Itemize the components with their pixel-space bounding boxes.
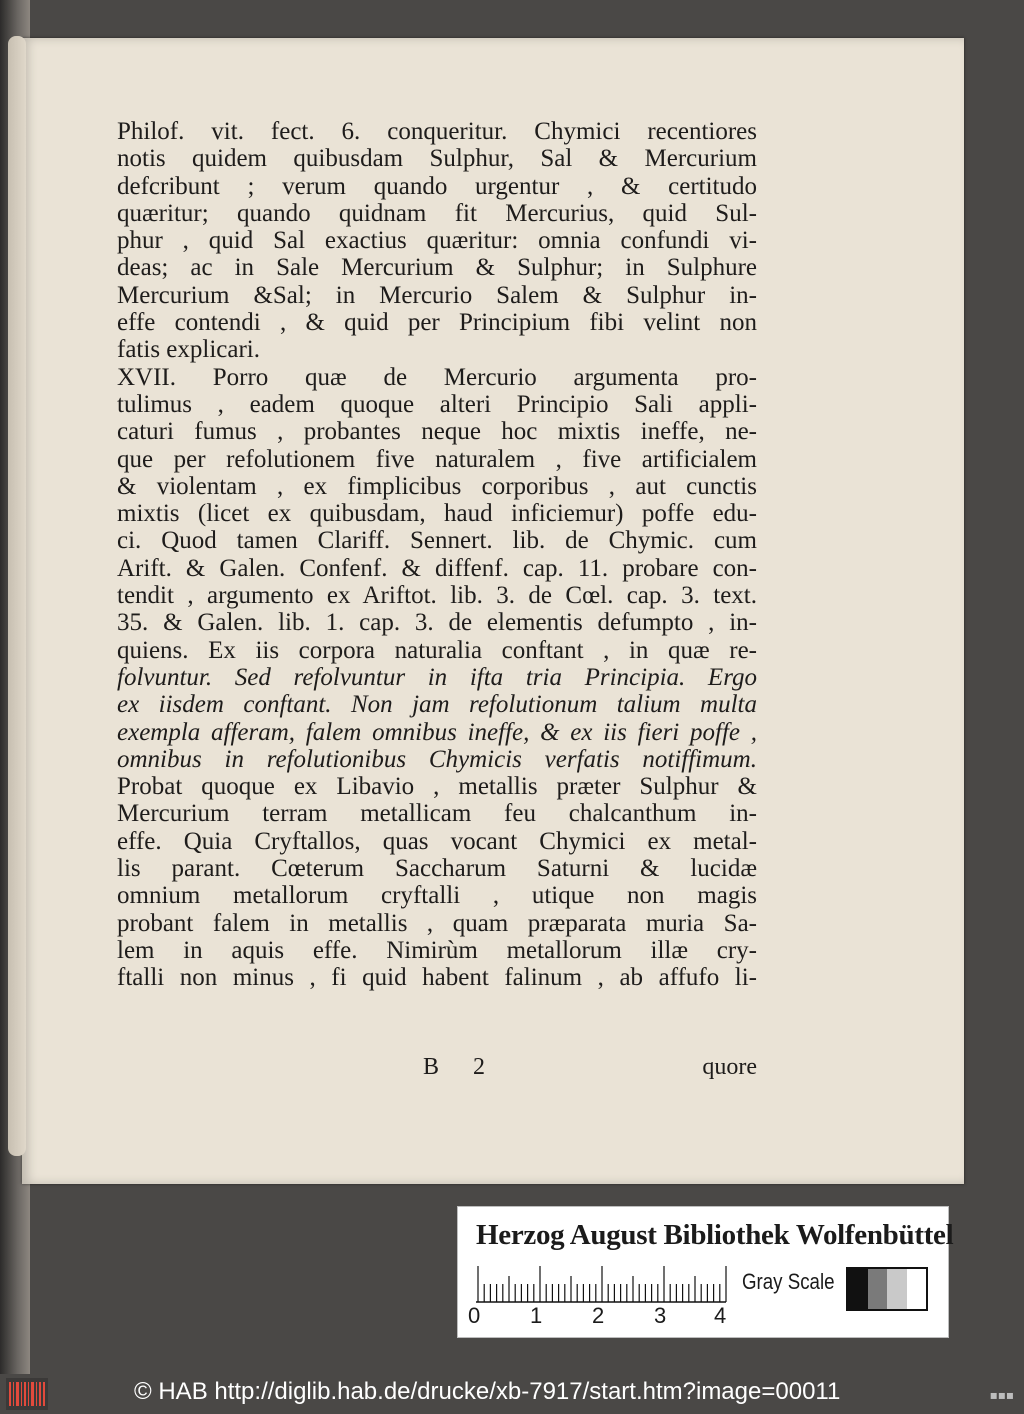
barcode-icon[interactable] (6, 1378, 48, 1410)
text-line: ex iisdem conftant. Non jam refolutionum talium multa (117, 691, 757, 719)
viewer-status-bar (0, 1374, 1024, 1414)
text-line: lem in aquis effe. Nimirùm metallorum illæ cry- (117, 936, 757, 964)
text-line: Mercurium terram metallicam feu chalcanthum in- (117, 800, 757, 828)
text-line: omnium metallorum cryftalli , utique non magis (117, 882, 757, 910)
gray-swatch (887, 1269, 907, 1309)
text-line: 35. & Galen. lib. 1. cap. 3. de elementis defumpto , in- (117, 609, 757, 637)
dots-icon[interactable]: ▪▪▪ (989, 1388, 1014, 1402)
text-line: omnibus in refolutionibus Chymicis verfatis notiffimum. (117, 745, 757, 773)
gray-scale-swatches (846, 1267, 928, 1311)
signature-mark: B 2 (423, 1054, 500, 1080)
text-line: quiens. Ex iis corpora naturalia conftant , in quæ re- (117, 636, 757, 664)
text-line: XVII. Porro quæ de Mercurio argumenta pro- (117, 363, 757, 391)
text-line: Arift. & Galen. Confenf. & diffenf. cap. 11. probare con- (117, 554, 757, 582)
text-line: Mercurium &Sal; in Mercurio Salem & Sulphur in- (117, 281, 757, 309)
page-gutter (8, 36, 26, 1156)
ruler-numbers (468, 1303, 748, 1329)
text-line: lis parant. Cœterum Saccharum Saturni & lucidæ (117, 855, 757, 883)
text-line: tulimus , eadem quoque alteri Principio Sali appli- (117, 390, 757, 418)
text-line: caturi fumus , probantes neque hoc mixtis ineffe, ne- (117, 418, 757, 446)
text-line: mixtis (licet ex quibusdam, haud inficiemur) poffe edu- (117, 500, 757, 528)
text-line: exempla afferam, falem omnibus ineffe, & ex iis fieri poffe , (117, 718, 757, 746)
gray-swatch (848, 1269, 868, 1309)
library-name: Herzog August Bibliothek Wolfenbüttel (476, 1219, 954, 1251)
text-line: ci. Quod tamen Clariff. Sennert. lib. de Chymic. cum (117, 527, 757, 555)
text-line: tendit , argumento ex Ariftot. lib. 3. de Cœl. cap. 3. text. (117, 582, 757, 610)
ruler-number: 1 (530, 1303, 543, 1328)
catchword: quore (702, 1054, 757, 1080)
text-line: notis quidem quibusdam Sulphur, Sal & Mercurium (117, 145, 757, 173)
gray-swatch (868, 1269, 888, 1309)
page-text (117, 118, 757, 992)
text-line: fatis explicari. (117, 336, 260, 364)
text-line: folvuntur. Sed refolvuntur in ifta tria Principia. Ergo (117, 663, 757, 691)
text-line: probant falem in metallis , quam præparata muria Sa- (117, 909, 757, 937)
text-line: Philof. vit. fect. 6. conqueritur. Chymici recentiores (117, 118, 757, 145)
gray-swatch (907, 1269, 927, 1309)
text-line: effe. Quia Cryftallos, quas vocant Chymici ex metal- (117, 827, 757, 855)
library-label-card (457, 1206, 954, 1338)
page-footer (117, 1054, 757, 1082)
ruler-number: 4 (714, 1303, 727, 1328)
text-line: que per refolutionem five naturalem , five artificialem (117, 445, 757, 473)
text-line: Probat quoque ex Libavio , metallis præter Sulphur & (117, 773, 757, 801)
text-line: deas; ac in Sale Mercurium & Sulphur; in Sulphure (117, 254, 757, 282)
ruler-scale (476, 1265, 736, 1303)
text-line: quæritur; quando quidnam fit Mercurius, quid Sul- (117, 199, 757, 227)
gray-scale-label: Gray Scale (742, 1269, 835, 1294)
text-line: & violentam , ex fimplicibus corporibus , aut cunctis (117, 472, 757, 500)
text-line: phur , quid Sal exactius quæritur: omnia confundi vi- (117, 227, 757, 255)
ruler-number: 0 (468, 1303, 481, 1328)
text-line: ftalli non minus , fi quid habent falinum , ab affufo li- (117, 964, 757, 992)
text-line: effe contendi , & quid per Principium fibi velint non (117, 309, 757, 337)
text-line: defcribunt ; verum quando urgentur , & certitudo (117, 172, 757, 200)
copyright-link[interactable]: © HAB http://diglib.hab.de/drucke/xb-7917/start.htm?image=00011 (134, 1378, 841, 1405)
ruler-number: 3 (654, 1303, 667, 1328)
ruler-number: 2 (592, 1303, 605, 1328)
